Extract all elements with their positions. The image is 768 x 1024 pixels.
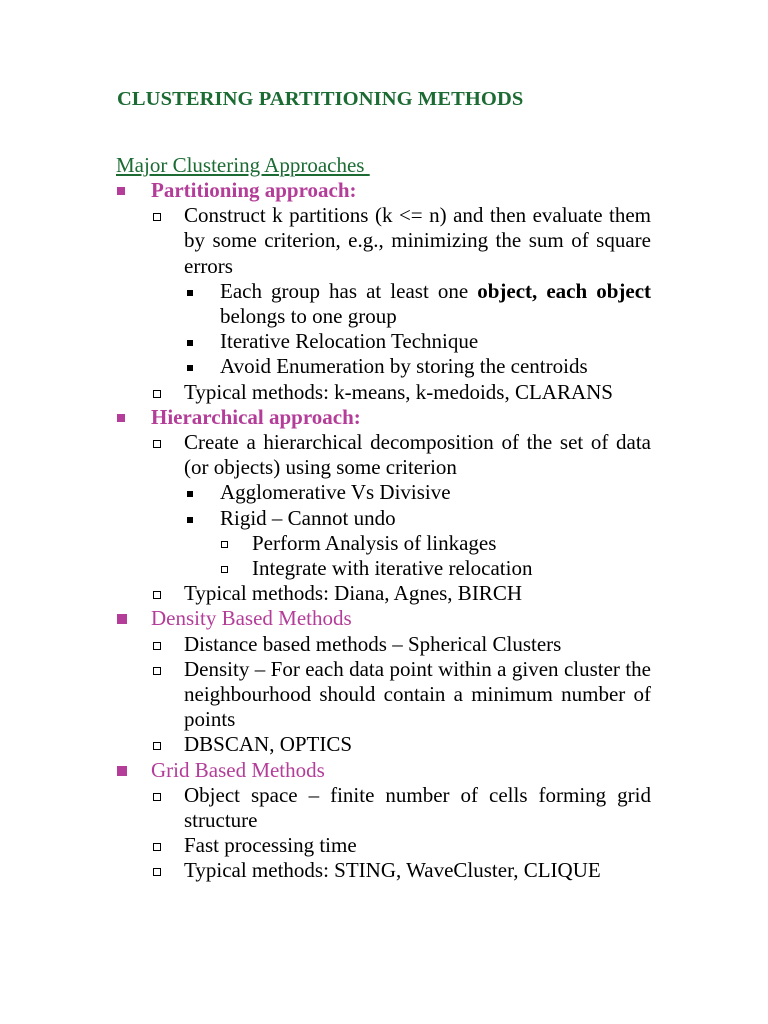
square-bullet-icon: [117, 766, 127, 776]
section-heading: [0, 758, 651, 783]
list-item-text: Construct k partitions (k <= n) and then evaluate them by some criterion, e.g., minimizing the sum of square errors: [184, 203, 651, 278]
sub-item-text: Iterative Relocation Technique: [220, 329, 479, 354]
section-heading: [0, 178, 651, 203]
square-bullet-icon: [117, 614, 127, 624]
small-square-bullet-icon: [187, 517, 193, 523]
hollow-square-bullet-icon: [153, 793, 161, 801]
sub-list-item: [0, 480, 651, 505]
section-heading: [0, 405, 651, 430]
sub-sub-item-text: Integrate with iterative relocation: [252, 556, 533, 581]
sub-list-item: [0, 354, 651, 379]
outline-list: [0, 178, 768, 884]
list-item: [0, 657, 651, 733]
hollow-square-bullet-icon: [221, 541, 228, 548]
sub-item-text: Rigid – Cannot undo: [220, 505, 396, 530]
sub-sub-list-item: [0, 531, 651, 556]
hollow-square-bullet-icon: [153, 440, 161, 448]
section-heading-label: Hierarchical approach:: [151, 404, 361, 429]
square-bullet-icon: [117, 414, 125, 422]
sub-item-text: Each group has at least one: [220, 278, 478, 303]
list-item-text: Create a hierarchical decomposition of the set of data (or objects) using some criterion: [184, 430, 651, 480]
page-title: CLUSTERING PARTITIONING METHODS: [117, 88, 524, 110]
list-item-text: Typical methods: STING, WaveCluster, CLIQUE: [184, 858, 601, 883]
hollow-square-bullet-icon: [153, 667, 161, 675]
hollow-square-bullet-icon: [153, 213, 161, 221]
list-item-text: DBSCAN, OPTICS: [184, 732, 353, 757]
list-item: [0, 732, 651, 757]
list-item: [0, 783, 651, 833]
section-heading-label: Density Based Methods: [151, 606, 352, 631]
hollow-square-bullet-icon: [221, 566, 228, 573]
list-item: [0, 632, 651, 657]
small-square-bullet-icon: [187, 340, 193, 346]
hollow-square-bullet-icon: [153, 868, 161, 876]
sub-sub-item-text: Perform Analysis of linkages: [252, 530, 497, 555]
sub-item-text: Avoid Enumeration by storing the centroids: [220, 354, 588, 379]
hollow-square-bullet-icon: [153, 591, 161, 599]
section-heading-label: Grid Based Methods: [151, 757, 325, 782]
small-square-bullet-icon: [187, 365, 193, 371]
section-heading-label: Partitioning approach:: [151, 178, 357, 202]
list-item-text: Fast processing time: [184, 833, 357, 858]
list-item: [0, 380, 651, 405]
small-square-bullet-icon: [187, 491, 193, 497]
sub-list-item: [0, 506, 651, 531]
list-item-text: Typical methods: Diana, Agnes, BIRCH: [184, 581, 522, 606]
sub-item-text: belongs to one group: [220, 304, 397, 329]
list-item: [0, 833, 651, 858]
list-item: [0, 203, 651, 279]
list-item-text: Typical methods: k-means, k-medoids, CLARANS: [184, 379, 613, 404]
list-item-text: Density – For each data point within a given cluster the neighbourhood should contain a minimum number of points: [184, 656, 651, 732]
sub-item-text: Agglomerative Vs Divisive: [220, 480, 451, 505]
bold-term: object, each object: [477, 278, 652, 303]
sub-list-item: [0, 329, 651, 354]
hollow-square-bullet-icon: [153, 742, 161, 750]
list-item: [0, 858, 651, 883]
sub-list-item: [0, 279, 651, 329]
section-heading: [0, 606, 651, 631]
list-item-text: Distance based methods – Spherical Clusters: [184, 631, 562, 656]
hollow-square-bullet-icon: [153, 390, 161, 398]
sub-sub-list-item: [0, 556, 651, 581]
list-item: [0, 581, 651, 606]
hollow-square-bullet-icon: [153, 843, 161, 851]
small-square-bullet-icon: [187, 290, 193, 296]
list-item: [0, 430, 651, 480]
list-item-text: Object space – finite number of cells forming grid structure: [184, 782, 651, 833]
hollow-square-bullet-icon: [153, 642, 161, 650]
section-subtitle: Major Clustering Approaches: [116, 153, 370, 177]
square-bullet-icon: [117, 187, 125, 195]
